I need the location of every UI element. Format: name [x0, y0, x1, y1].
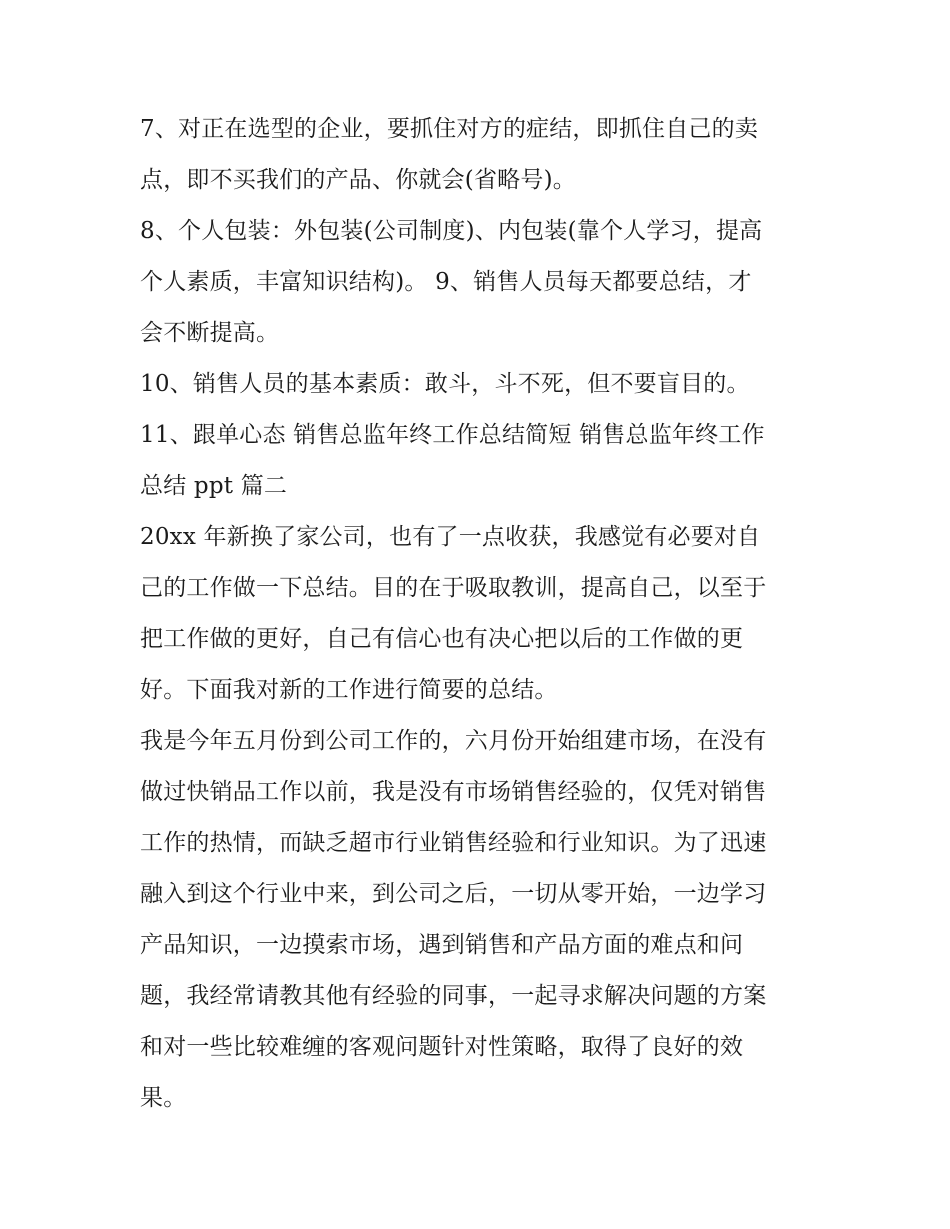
document-body	[140, 104, 820, 1124]
text-line: 总结 ppt 篇二	[140, 473, 288, 499]
text-line: 会不断提高。	[140, 320, 280, 346]
text-line: 点，即不买我们的产品、你就会(省略号)。	[140, 167, 576, 193]
text-line: 11、跟单心态 销售总监年终工作总结简短 销售总监年终工作	[140, 422, 765, 448]
text-line: 工作的热情，而缺乏超市行业销售经验和行业知识。为了迅速	[140, 830, 767, 856]
text-line: 把工作做的更好，自己有信心也有决心把以后的工作做的更	[140, 626, 744, 652]
text-line: 己的工作做一下总结。目的在于吸取教训，提高自己，以至于	[140, 575, 767, 601]
text-line: 我是今年五月份到公司工作的，六月份开始组建市场，在没有	[140, 728, 767, 754]
text-line: 做过快销品工作以前，我是没有市场销售经验的，仅凭对销售	[140, 779, 767, 805]
text-line: 好。下面我对新的工作进行简要的总结。	[140, 677, 558, 703]
text-line: 7、对正在选型的企业，要抓住对方的症结，即抓住自己的卖	[140, 116, 759, 142]
text-line: 10、销售人员的基本素质：敢斗，斗不死，但不要盲目的。	[140, 371, 750, 397]
text-line: 20xx 年新换了家公司，也有了一点收获，我感觉有必要对自	[140, 524, 761, 550]
text-line: 果。	[140, 1085, 187, 1111]
text-line: 产品知识，一边摸索市场，遇到销售和产品方面的难点和问	[140, 932, 744, 958]
text-line: 8、个人包装：外包装(公司制度)、内包装(靠个人学习，提高	[140, 218, 763, 244]
text-line: 个人素质，丰富知识结构)。 9、销售人员每天都要总结，才	[140, 269, 752, 295]
text-line: 和对一些比较难缠的客观问题针对性策略，取得了良好的效	[140, 1034, 744, 1060]
text-line: 题，我经常请教其他有经验的同事，一起寻求解决问题的方案	[140, 983, 767, 1009]
text-line: 融入到这个行业中来，到公司之后，一切从零开始，一边学习	[140, 881, 767, 907]
